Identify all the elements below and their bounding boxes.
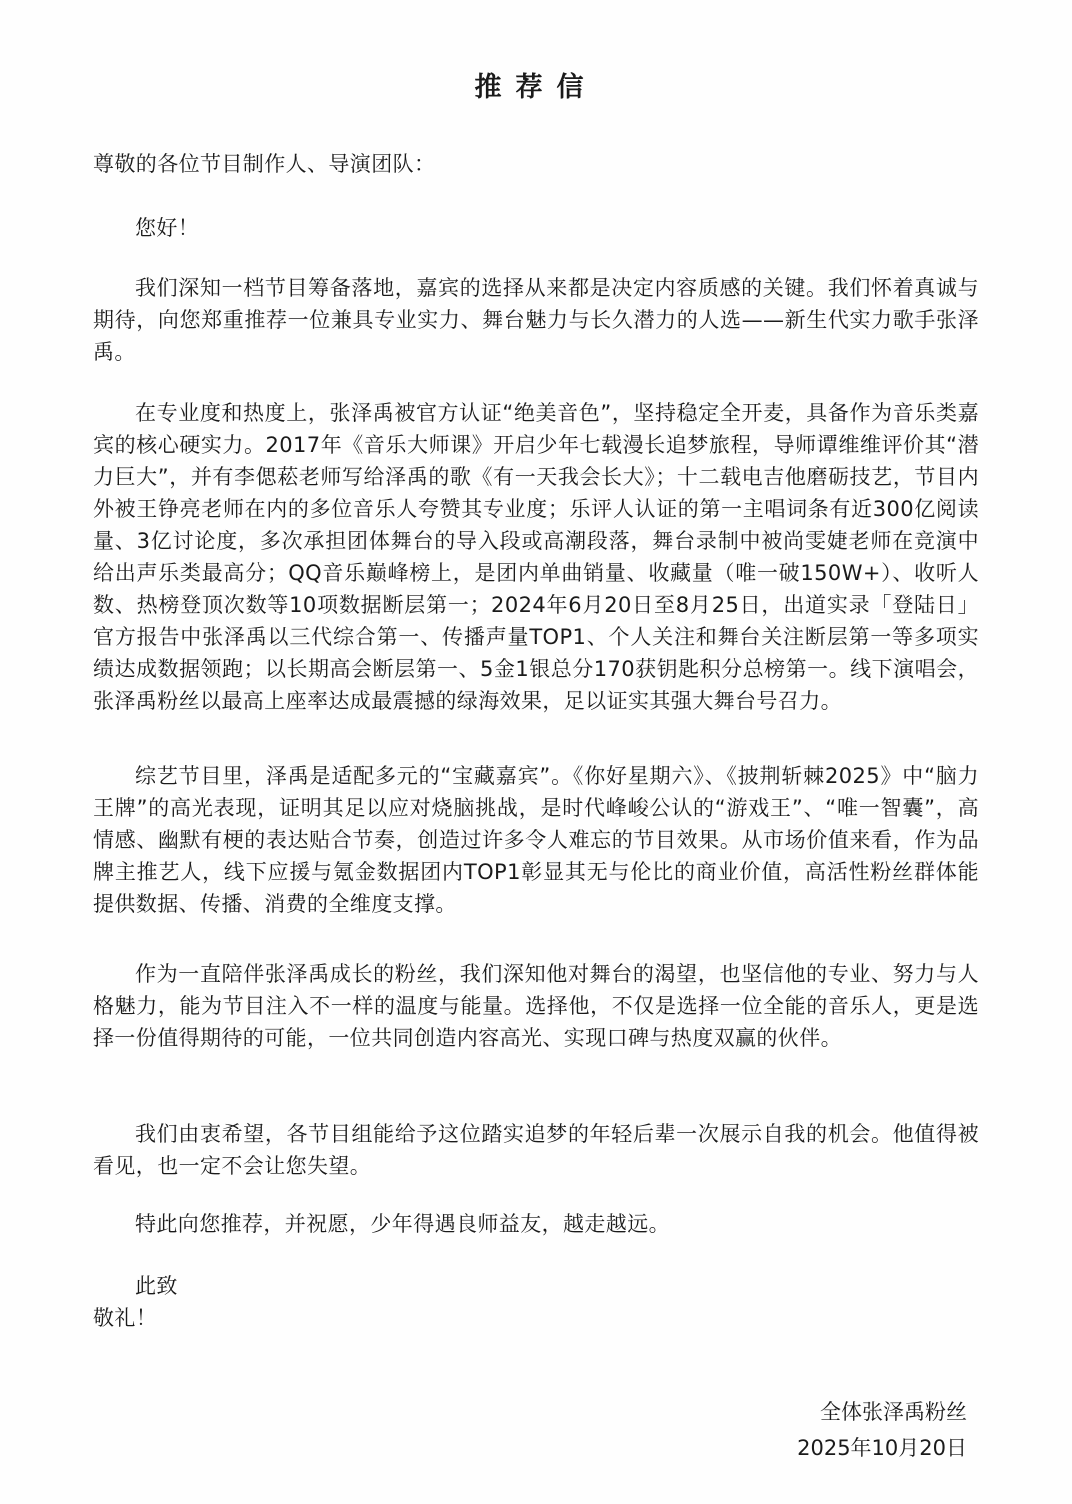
paragraph-hope: 我们由衷希望，各节目组能给予这位踏实追梦的年轻后辈一次展示自我的机会。他值得被看见，也一定不会让您失望。 [93, 1122, 979, 1178]
letter-title: 推荐信 [474, 72, 598, 103]
greeting: 您好！ [135, 216, 200, 240]
closing-cizhi: 此致 [135, 1274, 178, 1298]
signature: 全体张泽禹粉丝 [820, 1400, 967, 1424]
paragraph-variety: 综艺节目里，泽禹是适配多元的“宝藏嘉宾”。《你好星期六》、《披荆斩棘2025》中“脑力王牌”的高光表现，证明其足以应对烧脑挑战，是时代峰峻公认的“游戏王”、“唯一智囊”，高情感、幽默有梗的表达贴合节奏，创造过许多令人难忘的节目效果。从市场价值来看，作为品牌主推艺人，线下应援与氪金数据团内TOP1彰显其无与伦比的商业价值，高活性粉丝群体能提供数据、传播、消费的全维度支撑。 [93, 764, 979, 916]
salutation: 尊敬的各位节目制作人、导演团队： [93, 152, 436, 176]
paragraph-intro: 我们深知一档节目筹备落地，嘉宾的选择从来都是决定内容质感的关键。我们怀着真诚与期待，向您郑重推荐一位兼具专业实力、舞台魅力与长久潜力的人选——新生代实力歌手张泽禹。 [93, 276, 979, 364]
letter-date: 2025年10月20日 [797, 1436, 967, 1460]
closing-jingli: 敬礼！ [93, 1306, 158, 1330]
paragraph-recommend: 特此向您推荐，并祝愿，少年得遇良师益友，越走越远。 [135, 1212, 670, 1236]
paragraph-fans: 作为一直陪伴张泽禹成长的粉丝，我们深知他对舞台的渴望，也坚信他的专业、努力与人格魅力，能为节目注入不一样的温度与能量。选择他，不仅是选择一位全能的音乐人，更是选择一份值得期待的可能，一位共同创造内容高光、实现口碑与热度双赢的伙伴。 [93, 962, 979, 1050]
paragraph-professional: 在专业度和热度上，张泽禹被官方认证“绝美音色”，坚持稳定全开麦，具备作为音乐类嘉宾的核心硬实力。2017年《音乐大师课》开启少年七载漫长追梦旅程，导师谭维维评价其“潜力巨大”，并有李偲菘老师写给泽禹的歌《有一天我会长大》；十二载电吉他磨砺技艺，节目内外被王铮亮老师在内的多位音乐人夸赞其专业度；乐评人认证的第一主唱词条有近300亿阅读量、3亿讨论度，多次承担团体舞台的导入段或高潮段落，舞台录制中被尚雯婕老师在竞演中给出声乐类最高分；QQ音乐巅峰榜上，是团内单曲销量、收藏量（唯一破150W+）、收听人数、热榜登顶次数等10项数据断层第一；2024年6月20日至8月25日，出道实录「登陆日」官方报告中张泽禹以三代综合第一、传播声量TOP1、个人关注和舞台关注断层第一等多项实绩达成数据领跑；以长期高会断层第一、5金1银总分170获钥匙积分总榜第一。线下演唱会，张泽禹粉丝以最高上座率达成最震撼的绿海效果，足以证实其强大舞台号召力。 [93, 401, 979, 713]
